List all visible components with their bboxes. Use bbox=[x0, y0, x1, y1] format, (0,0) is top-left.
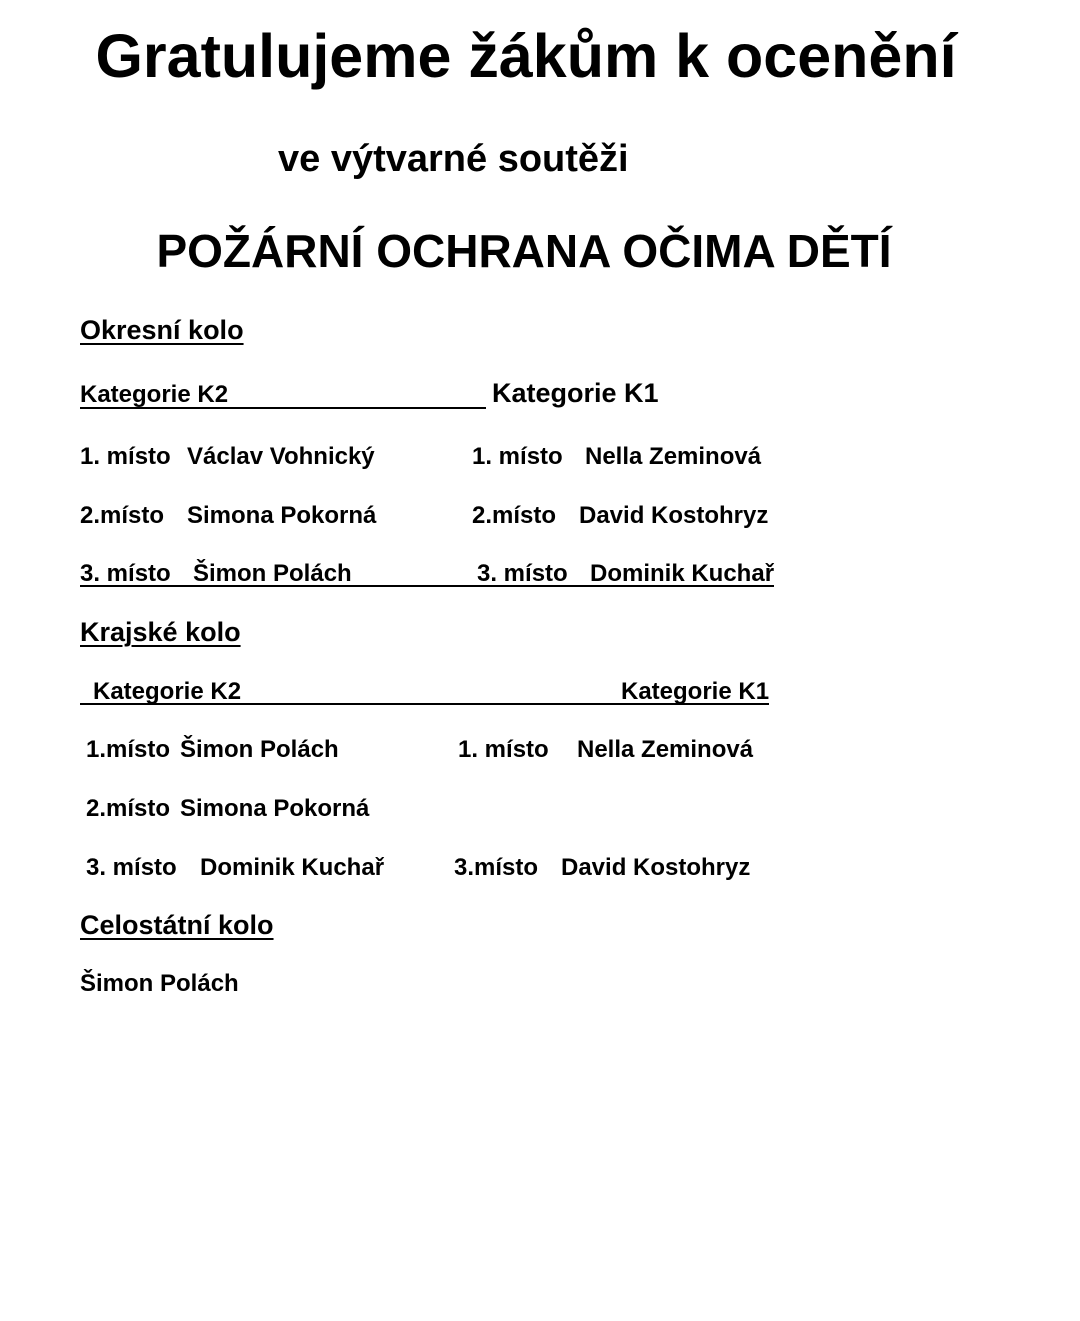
result-place: 2.místo bbox=[472, 502, 557, 529]
section-heading-celostatni: Celostátní kolo bbox=[80, 910, 274, 940]
result-place: 3. místo bbox=[86, 854, 177, 881]
competition-name: POŽÁRNÍ OCHRANA OČIMA DĚTÍ bbox=[156, 225, 892, 277]
result-name: Šimon Polách bbox=[193, 560, 352, 587]
result-name: Nella Zeminová bbox=[585, 443, 762, 470]
page-title: Gratulujeme žákům k ocenění bbox=[95, 22, 957, 90]
result-name: Dominik Kuchař bbox=[200, 854, 385, 881]
result-name: Šimon Polách bbox=[180, 736, 339, 763]
result-name: Simona Pokorná bbox=[180, 795, 370, 822]
category-underline bbox=[80, 407, 486, 409]
result-name: David Kostohryz bbox=[579, 502, 769, 529]
page-subtitle: ve výtvarné soutěži bbox=[278, 138, 629, 180]
result-place: 2.místo bbox=[80, 502, 165, 529]
result-place: 3.místo bbox=[454, 854, 539, 881]
result-place: 1.místo bbox=[86, 736, 171, 763]
result-name: Nella Zeminová bbox=[577, 736, 754, 763]
section-heading-okresni: Okresní kolo bbox=[80, 315, 244, 345]
result-name: David Kostohryz bbox=[561, 854, 751, 881]
result-place: 1. místo bbox=[80, 443, 171, 470]
result-place: 3. místo bbox=[80, 560, 171, 587]
section-heading-krajske: Krajské kolo bbox=[80, 617, 241, 647]
section-underline bbox=[80, 585, 774, 587]
category-k2-label: Kategorie K2 bbox=[93, 678, 242, 705]
result-name: Václav Vohnický bbox=[187, 443, 375, 470]
result-place: 1. místo bbox=[458, 736, 549, 763]
result-name: Šimon Polách bbox=[80, 970, 239, 997]
result-name: Simona Pokorná bbox=[187, 502, 377, 529]
category-underline bbox=[80, 703, 769, 705]
result-place: 1. místo bbox=[472, 443, 563, 470]
result-place: 2.místo bbox=[86, 795, 171, 822]
category-k1-label: Kategorie K1 bbox=[621, 678, 770, 705]
category-k1-label: Kategorie K1 bbox=[492, 378, 659, 408]
category-k2-label: Kategorie K2 bbox=[80, 381, 229, 408]
result-name: Dominik Kuchař bbox=[590, 560, 775, 587]
result-place: 3. místo bbox=[477, 560, 568, 587]
